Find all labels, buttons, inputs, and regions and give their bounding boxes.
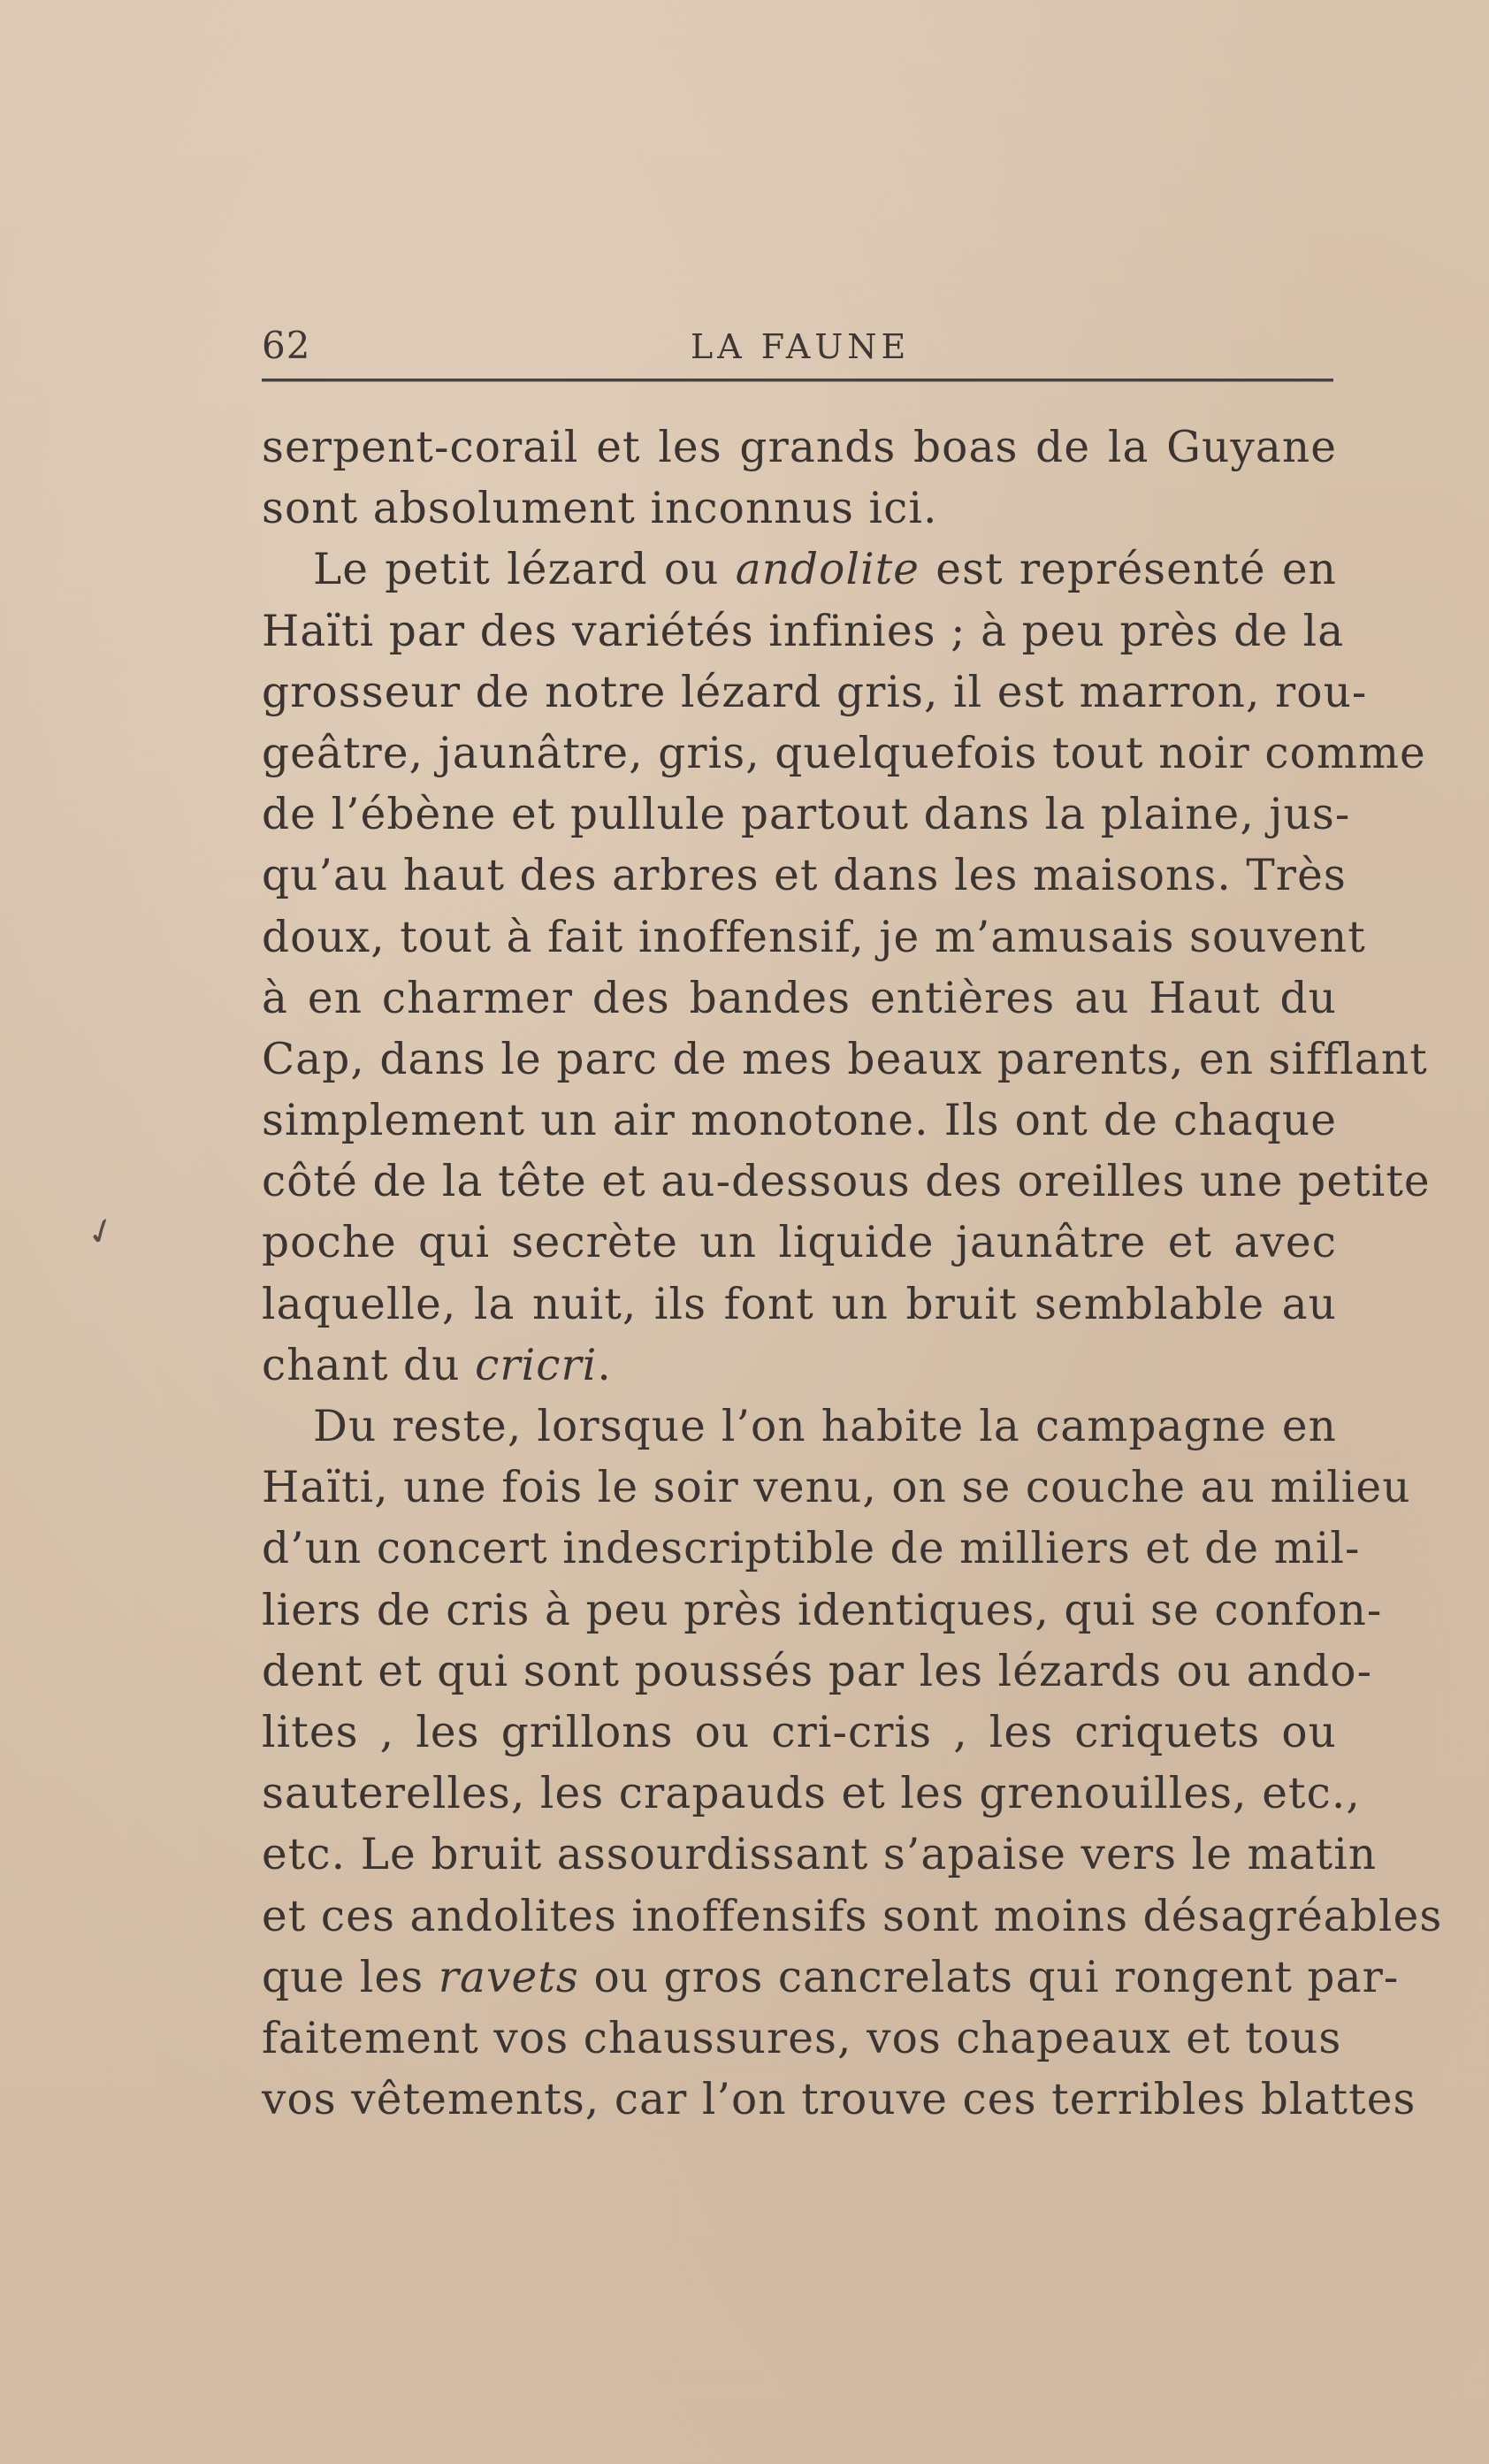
text-line: doux, tout à fait inoffensif, je m’amusais souvent (262, 912, 1366, 962)
text-line: d’un concert indescriptible de milliers et de mil- (262, 1524, 1361, 1574)
text-line: chant du cricri. (262, 1340, 612, 1390)
page-header (262, 324, 1333, 377)
italic-term: cricri (475, 1340, 598, 1390)
running-head: LA FAUNE (691, 327, 911, 366)
text-line: liers de cris à peu près identiques, qui se confon- (262, 1585, 1383, 1635)
text-line: vos vêtements, car l’on trouve ces terribles blattes (262, 2075, 1416, 2125)
text-line: laquelle, la nuit, ils font un bruit semblable au (262, 1279, 1337, 1329)
text-line: de l’ébène et pullule partout dans la plaine, jus- (262, 790, 1351, 840)
text-line: dent et qui sont poussés par les lézards ou ando- (262, 1646, 1373, 1696)
header-rule (262, 379, 1333, 382)
text-line: Haïti, une fois le soir venu, on se couche au milieu (262, 1463, 1411, 1513)
italic-term: ravets (438, 1952, 579, 2002)
italic-term: andolite (735, 545, 920, 595)
text-line: poche qui secrète un liquide jaunâtre et avec (262, 1218, 1337, 1268)
text-line: qu’au haut des arbres et dans les maisons. Très (262, 851, 1347, 901)
text-line: Le petit lézard ou andolite est représenté en (313, 545, 1337, 595)
text-line: côté de la tête et au-dessous des oreilles une petite (262, 1157, 1431, 1207)
text-line: et ces andolites inoffensifs sont moins désagréables (262, 1891, 1443, 1941)
text-line: grosseur de notre lézard gris, il est marron, rou- (262, 667, 1368, 717)
text-line: Cap, dans le parc de mes beaux parents, en sifflant (262, 1034, 1428, 1084)
margin-pencil-mark: ✓ (80, 1207, 123, 1257)
text-line: geâtre, jaunâtre, gris, quelquefois tout noir comme (262, 728, 1426, 778)
text-line: faitement vos chaussures, vos chapeaux et tous (262, 2013, 1342, 2063)
text-line: serpent-corail et les grands boas de la Guyane (262, 423, 1337, 472)
text-line: sont absolument inconnus ici. (262, 484, 938, 534)
text-line: que les ravets ou gros cancrelats qui rongent par- (262, 1952, 1400, 2002)
body-text (262, 417, 1443, 2131)
text-line: sauterelles, les crapauds et les grenouilles, etc., (262, 1769, 1361, 1819)
page-number: 62 (262, 324, 311, 367)
text-line: simplement un air monotone. Ils ont de chaque (262, 1096, 1337, 1146)
text-line: à en charmer des bandes entières au Haut du (262, 973, 1337, 1023)
text-line: Du reste, lorsque l’on habite la campagne en (313, 1402, 1337, 1451)
text-line: lites , les grillons ou cri-cris , les criquets ou (262, 1707, 1337, 1757)
text-line: Haïti par des variétés infinies ; à peu près de la (262, 606, 1345, 656)
text-line: etc. Le bruit assourdissant s’apaise vers le matin (262, 1830, 1378, 1880)
